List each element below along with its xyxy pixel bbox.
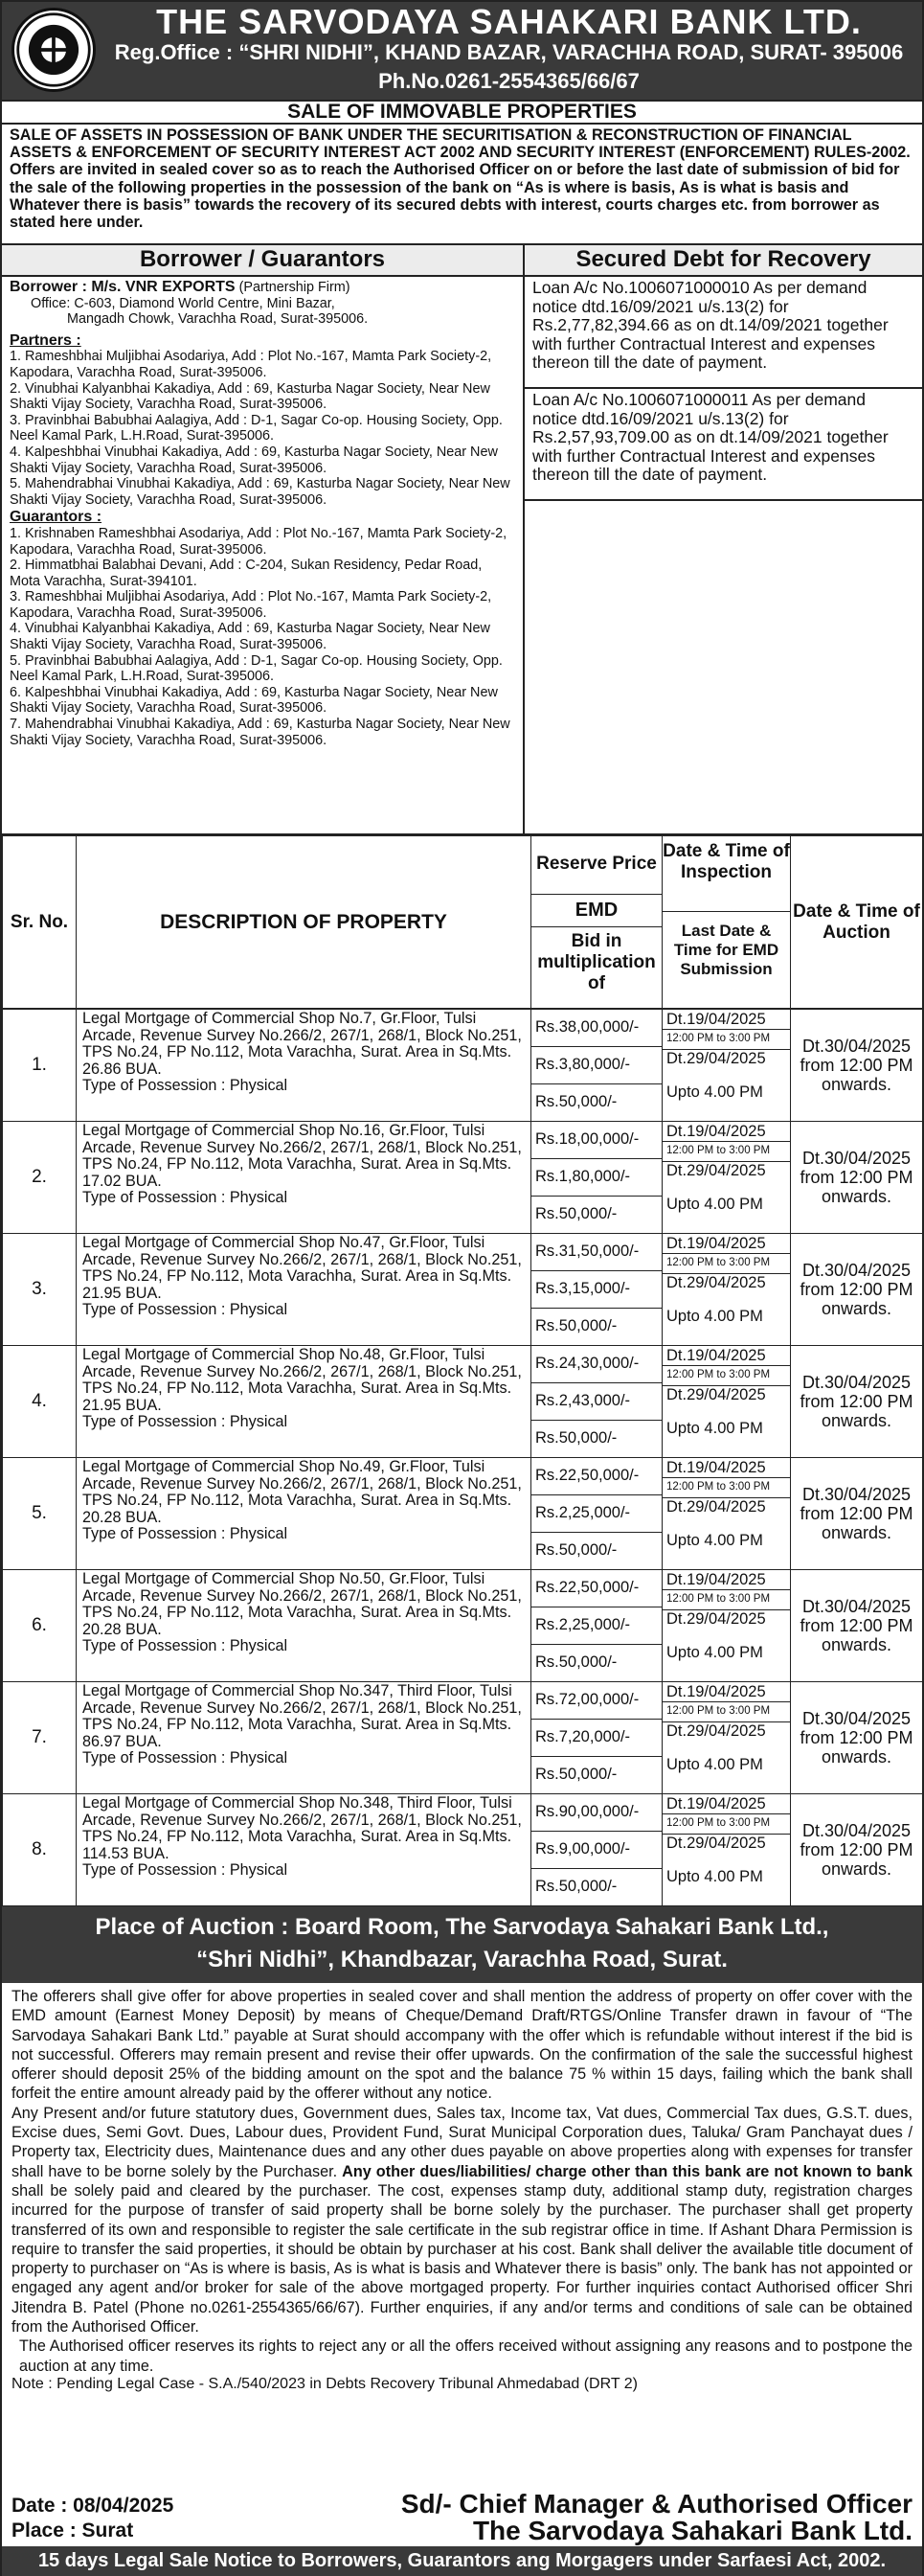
- inspection-time: 12:00 PM to 3:00 PM: [663, 1254, 790, 1274]
- emd-last-time: Upto 4.00 PM: [666, 1868, 763, 1885]
- reserve-price: Rs.90,00,000/-: [531, 1794, 662, 1832]
- borrower-name: Borrower : M/s. VNR EXPORTS: [10, 279, 236, 295]
- inspection-date: Dt.19/04/2025: [663, 1570, 790, 1590]
- inspection-time: 12:00 PM to 3:00 PM: [663, 1590, 790, 1610]
- emd-last-date: Dt.29/04/2025: [666, 1498, 766, 1516]
- notice-date: Date : 08/04/2025: [11, 2495, 174, 2517]
- table-row: [3, 1010, 923, 1122]
- emd-last-time: Upto 4.00 PM: [666, 1196, 763, 1213]
- guarantors-heading: Guarantors :: [10, 509, 102, 526]
- header-banner: [2, 2, 922, 100]
- auction-cell: Dt.30/04/2025 from 12:00 PM onwards.: [791, 1010, 923, 1122]
- emd-amount: Rs.1,80,000/-: [531, 1159, 662, 1197]
- reserve-price: Rs.31,50,000/-: [531, 1234, 662, 1271]
- emd-amount: Rs.3,15,000/-: [531, 1271, 662, 1309]
- sr-header: Sr. No.: [3, 836, 77, 1009]
- borrower-column: [2, 245, 525, 833]
- notice-title: SALE OF IMMOVABLE PROPERTIES: [2, 100, 922, 125]
- signature-block: [2, 2489, 922, 2545]
- emd-last-date: Dt.29/04/2025: [666, 1162, 766, 1179]
- auction-place-line2: “Shri Nidhi”, Khandbazar, Varachha Road, Surat.: [196, 1947, 728, 1972]
- table-row: [3, 1346, 923, 1458]
- auction-place: [2, 1906, 922, 1983]
- guarantor-item: 2. Himmatbhai Balabhai Devani, Add : C-204, Sukan Residency, Pedar Road, Mota Varachha, Surat-394101.: [10, 558, 483, 589]
- sr-cell: 6.: [3, 1570, 77, 1682]
- terms-paragraph: The offerers shall give offer for above properties in sealed cover and shall mention the address of property on offer cover with the EMD amount (Earnest Money Deposit) by means of Cheque/Demand Draft/RTGS/Online Transfer drawn in favour of “The Sarvodaya Sahakari Bank Ltd.” payable at Surat should accompany with the offer which is refundable without interest if the bid is not successful. Offerers may remain present and revise their offer upwards. On the confirmation of the sale the successful highest offerer should deposit 25% of the bidding amount on the spot and the balance 75 % within 15 days, failing which the bank shall forfeit the entire amount already paid by the offerer without any notice.: [11, 1988, 913, 2103]
- phone-numbers: Ph.No.0261-2554365/66/67: [378, 69, 640, 93]
- emd-last-date: Dt.29/04/2025: [666, 1274, 766, 1291]
- partner-item: 1. Rameshbhai Muljibhai Asodariya, Add : Plot No.-167, Mamta Park Society-2, Kapodara, Varachha Road, Surat-395006.: [10, 349, 492, 380]
- emd-amount: Rs.7,20,000/-: [531, 1720, 662, 1757]
- guarantor-item: 6. Kalpeshbhai Vinubhai Kakadiya, Add : 69, Kasturba Nagar Society, Near New Shakti Vijay Society, Varachha Road, Surat-395006.: [10, 684, 498, 717]
- pending-case-note: Note : Pending Legal Case - S.A./540/2023 in Debts Recovery Tribunal Ahmedabad (DRT 2): [11, 2375, 639, 2392]
- bid-increment: Rs.50,000/-: [535, 1429, 618, 1447]
- inspection-date: Dt.19/04/2025: [663, 1122, 790, 1142]
- emd-last-date: Dt.29/04/2025: [666, 1386, 766, 1403]
- inspection-time: 12:00 PM to 3:00 PM: [663, 1366, 790, 1386]
- secured-debt-column: [525, 245, 922, 833]
- description-cell: [77, 1682, 531, 1794]
- sr-cell: 7.: [3, 1682, 77, 1794]
- bid-increment: Rs.50,000/-: [535, 1766, 618, 1783]
- bid-increment: Rs.50,000/-: [535, 1653, 618, 1671]
- description-cell: [77, 1458, 531, 1570]
- inspection-time: 12:00 PM to 3:00 PM: [663, 1478, 790, 1498]
- price-cell: [531, 1682, 663, 1794]
- possession-type: Type of Possession : Physical: [82, 1301, 288, 1319]
- description-header: DESCRIPTION OF PROPERTY: [77, 836, 531, 1009]
- inspection-cell: [663, 1010, 791, 1122]
- emd-last-time: Upto 4.00 PM: [666, 1083, 763, 1101]
- guarantor-item: 3. Rameshbhai Muljibhai Asodariya, Add : Plot No.-167, Mamta Park Society-2, Kapodara, Varachha Road, Surat-395006.: [10, 589, 492, 621]
- description-text: Legal Mortgage of Commercial Shop No.47, Gr.Floor, Tulsi Arcade, Revenue Survey No.266/2, 267/1, 268/1, Block No.251, TPS No.24, FP No.112, Mota Varachha, Surat. Area in Sq.Mts. 21.95 BUA.: [82, 1234, 522, 1302]
- inspection-header-cell: [663, 836, 791, 1009]
- emd-last-time: Upto 4.00 PM: [666, 1420, 763, 1437]
- property-table: [2, 835, 923, 1009]
- emd-amount: Rs.2,25,000/-: [531, 1495, 662, 1533]
- guarantor-item: 4. Vinubhai Kalyanbhai Kakadiya, Add : 69, Kasturba Nagar Society, Near New Shakti Vijay Society, Varachha Road, Surat-395006.: [10, 621, 490, 653]
- description-cell: [77, 1010, 531, 1122]
- emd-last-date: Dt.29/04/2025: [666, 1835, 766, 1852]
- auction-cell: Dt.30/04/2025 from 12:00 PM onwards.: [791, 1346, 923, 1458]
- guarantor-item: 5. Pravinbhai Babubhai Aalagiya, Add : D-1, Sagar Co-op. Housing Society, Opp. Neel Kamal Park, L.H.Road, Surat-395006.: [10, 652, 503, 685]
- intro-paragraph: SALE OF ASSETS IN POSSESSION OF BANK UNDER THE SECURITISATION & RECONSTRUCTION OF FINANCIAL ASSETS & ENFORCEMENT OF SECURITY INTEREST ACT 2002 AND SECURITY INTEREST (ENFORCEMENT) RULES-2002. Offers are invited in sealed cover so as to reach the Authorised Officer on or before the last date of submission of bid for the sale of the following properties in the possession of the bank on “As is where is basis, As is what is basis and Whatever there is basis” towards the recovery of its secured debts with interest, courts charges etc. from borrower as stated here under.: [2, 125, 922, 245]
- signatory-title: Sd/- Chief Manager & Authorised Officer: [400, 2489, 913, 2519]
- possession-type: Type of Possession : Physical: [82, 1077, 288, 1095]
- price-cell: [531, 1794, 663, 1906]
- inspection-cell: [663, 1346, 791, 1458]
- borrower-office-line2: Mangadh Chowk, Varachha Road, Surat-395006.: [67, 311, 369, 328]
- auction-cell: Dt.30/04/2025 from 12:00 PM onwards.: [791, 1570, 923, 1682]
- inspection-date: Dt.19/04/2025: [663, 1458, 790, 1478]
- inspection-cell: [663, 1794, 791, 1906]
- partner-item: 3. Pravinbhai Babubhai Aalagiya, Add : D-1, Sagar Co-op. Housing Society, Opp. Neel Kamal Park, L.H.Road, Surat-395006.: [10, 412, 503, 445]
- description-text: Legal Mortgage of Commercial Shop No.48, Gr.Floor, Tulsi Arcade, Revenue Survey No.266/2, 267/1, 268/1, Block No.251, TPS No.24, FP No.112, Mota Varachha, Surat. Area in Sq.Mts. 21.95 BUA.: [82, 1346, 522, 1414]
- borrower-details: [2, 277, 523, 751]
- reserve-price: Rs.24,30,000/-: [531, 1346, 662, 1383]
- emd-last-date: Dt.29/04/2025: [666, 1050, 766, 1067]
- inspection-date: Dt.19/04/2025: [663, 1682, 790, 1702]
- emd-amount: Rs.9,00,000/-: [531, 1832, 662, 1869]
- emd-last-date: Dt.29/04/2025: [666, 1722, 766, 1740]
- partner-item: 2. Vinubhai Kalyanbhai Kakadiya, Add : 69, Kasturba Nagar Society, Near New Shakti Vijay Society, Varachha Road, Surat-395006.: [10, 380, 490, 413]
- inspection-date: Dt.19/04/2025: [663, 1794, 790, 1814]
- partner-item: 5. Mahendrabhai Vinubhai Kakadiya, Add : 69, Kasturba Nagar Society, Near New Shakti Vijay Society, Varachha Road, Surat-395006.: [10, 476, 510, 508]
- description-text: Legal Mortgage of Commercial Shop No.16, Gr.Floor, Tulsi Arcade, Revenue Survey No.266/2, 267/1, 268/1, Block No.251, TPS No.24, FP No.112, Mota Varachha, Surat. Area in Sq.Mts. 17.02 BUA.: [82, 1122, 522, 1190]
- bid-header: Bid in multiplication of: [537, 930, 656, 993]
- table-row: [3, 1570, 923, 1682]
- registered-office: Reg.Office : “SHRI NIDHI”, KHAND BAZAR, VARACHHA ROAD, SURAT- 395006: [114, 40, 904, 64]
- possession-type: Type of Possession : Physical: [82, 1413, 288, 1431]
- description-cell: [77, 1570, 531, 1682]
- guarantor-item: 1. Krishnaben Rameshbhai Asodariya, Add : Plot No.-167, Mamta Park Society-2, Kapodara, Varachha Road, Surat-395006.: [10, 525, 507, 558]
- borrower-type: (Partnership Firm): [238, 280, 350, 295]
- description-text: Legal Mortgage of Commercial Shop No.348, Third Floor, Tulsi Arcade, Revenue Survey No.266/2, 267/1, 268/1, Block No.251, TPS No.24, FP No.112, Mota Varachha, Surat. Area in Sq.Mts. 114.53 BUA.: [82, 1794, 522, 1862]
- inspection-cell: [663, 1234, 791, 1346]
- sr-cell: 1.: [3, 1010, 77, 1122]
- emd-last-date: Dt.29/04/2025: [666, 1610, 766, 1628]
- possession-type: Type of Possession : Physical: [82, 1861, 288, 1880]
- bid-increment: Rs.50,000/-: [535, 1878, 618, 1895]
- emd-last-time: Upto 4.00 PM: [666, 1644, 763, 1661]
- price-cell: [531, 1346, 663, 1458]
- terms-cost: shall be solely paid and cleared by the purchaser. The cost, expenses stamp duty, additional stamp duty, registration charges incurred for the purpose of transfer of said property shall be borne solely by the purchaser. The purchaser shall get property transferred of its own and responsible to register the sale certificate in the sub registrar office in time. If Ashant Dhara Permission is require to transfer the said properties, it should be obtain by purchaser at his cost. Bank shall deliver the available title document of property to purchaser on “As is where is basis, As is what is basis and Whatever there is basis” only. The bank has not appointed or engaged any agent and/or broker for sale of the above mortgaged property. For further inquiries contact Authorised officer Shri Jitendra B. Patel (Phone no.0261-2554365/66/67). Further enquiries, if any and/or terms and conditions of sale can be obtained from the Authorised Officer.: [11, 2181, 913, 2337]
- table-row: [3, 1682, 923, 1794]
- emd-amount: Rs.3,80,000/-: [531, 1047, 662, 1084]
- possession-type: Type of Possession : Physical: [82, 1637, 288, 1655]
- borrower-heading: Borrower / Guarantors: [2, 245, 523, 277]
- sr-cell: 5.: [3, 1458, 77, 1570]
- bid-increment: Rs.50,000/-: [535, 1541, 618, 1559]
- description-cell: [77, 1346, 531, 1458]
- terms-paragraph-2: [11, 2104, 913, 2337]
- emd-amount: Rs.2,25,000/-: [531, 1607, 662, 1645]
- reserve-price: Rs.22,50,000/-: [531, 1570, 662, 1607]
- description-text: Legal Mortgage of Commercial Shop No.50, Gr.Floor, Tulsi Arcade, Revenue Survey No.266/2, 267/1, 268/1, Block No.251, TPS No.24, FP No.112, Mota Varachha, Surat. Area in Sq.Mts. 20.28 BUA.: [82, 1570, 522, 1638]
- footer-banner: 15 days Legal Sale Notice to Borrowers, Guarantors ang Morgagers under Sarfaesi Act, 2002.: [2, 2546, 922, 2576]
- bank-name: THE SARVODAYA SAHAKARI BANK LTD.: [156, 2, 862, 41]
- signatory-bank: The Sarvodaya Sahakari Bank Ltd.: [472, 2516, 913, 2545]
- inspection-date: Dt.19/04/2025: [663, 1234, 790, 1254]
- emd-last-date-header: Last Date & Time for EMD Submission: [673, 921, 779, 978]
- inspection-cell: [663, 1682, 791, 1794]
- price-cell: [531, 1122, 663, 1234]
- sr-cell: 8.: [3, 1794, 77, 1906]
- emd-header: EMD: [531, 895, 662, 927]
- inspection-cell: [663, 1458, 791, 1570]
- emd-last-time: Upto 4.00 PM: [666, 1308, 763, 1325]
- auction-header: Date & Time of Auction: [791, 836, 923, 1009]
- auction-cell: Dt.30/04/2025 from 12:00 PM onwards.: [791, 1234, 923, 1346]
- reserve-header: Reserve Price: [531, 837, 662, 895]
- table-row: [3, 1794, 923, 1906]
- possession-type: Type of Possession : Physical: [82, 1189, 288, 1207]
- bid-increment: Rs.50,000/-: [535, 1317, 618, 1334]
- reserve-price: Rs.22,50,000/-: [531, 1458, 662, 1495]
- inspection-header: Date & Time of Inspection: [663, 837, 790, 912]
- parties-section: [2, 245, 922, 835]
- auction-place-line1: Place of Auction : Board Room, The Sarvodaya Sahakari Bank Ltd.,: [95, 1914, 829, 1940]
- terms-section: [2, 1983, 922, 2376]
- guarantor-item: 7. Mahendrabhai Vinubhai Kakadiya, Add : 69, Kasturba Nagar Society, Near New Shakti Vijay Society, Varachha Road, Surat-395006.: [10, 717, 510, 748]
- auction-cell: Dt.30/04/2025 from 12:00 PM onwards.: [791, 1122, 923, 1234]
- terms-dues: Any Present and/or future statutory dues, Government dues, Sales tax, Income tax, Vat dues, Commercial Tax dues, G.S.T. dues, Excise dues, Semi Govt. Dues, Labour dues, Provident Fund, Surat Municipal Corporation dues, Taluka/ Gram Panchayat dues / Property tax, Electricity dues, Maintenance dues and any other dues payable on above properties along with expenses for transfer shall have to be borne solely by the Purchaser.: [11, 2104, 913, 2180]
- price-header: [531, 836, 663, 1009]
- inspection-cell: [663, 1122, 791, 1234]
- loan-account-1: Loan A/c No.1006071000010 As per demand notice dtd.16/09/2021 u/s.13(2) for Rs.2,77,82,394.66 as on dt.14/09/2021 together with further Contractual Interest and expenses thereon till the date of payment.: [525, 277, 922, 389]
- auction-cell: Dt.30/04/2025 from 12:00 PM onwards.: [791, 1458, 923, 1570]
- price-cell: [531, 1234, 663, 1346]
- inspection-time: 12:00 PM to 3:00 PM: [663, 1702, 790, 1722]
- reserve-price: Rs.72,00,000/-: [531, 1682, 662, 1720]
- bid-increment: Rs.50,000/-: [535, 1205, 618, 1222]
- auction-cell: Dt.30/04/2025 from 12:00 PM onwards.: [791, 1682, 923, 1794]
- table-header-row: [3, 836, 923, 1009]
- description-text: Legal Mortgage of Commercial Shop No.347, Third Floor, Tulsi Arcade, Revenue Survey No.266/2, 267/1, 268/1, Block No.251, TPS No.24, FP No.112, Mota Varachha, Surat. Area in Sq.Mts. 86.97 BUA.: [82, 1682, 522, 1750]
- terms-reservation: The Authorised officer reserves its rights to reject any or all the offers received without assigning any reasons and to postpone the auction at any time.: [19, 2337, 913, 2375]
- possession-type: Type of Possession : Physical: [82, 1749, 288, 1767]
- inspection-cell: [663, 1570, 791, 1682]
- property-rows: [2, 1009, 923, 1906]
- reserve-price: Rs.38,00,000/-: [531, 1010, 662, 1047]
- price-cell: [531, 1458, 663, 1570]
- sr-cell: 4.: [3, 1346, 77, 1458]
- emd-last-time: Upto 4.00 PM: [666, 1756, 763, 1773]
- loan-account-2: Loan A/c No.1006071000011 As per demand notice dtd.16/09/2021 u/s.13(2) for Rs.2,57,93,709.00 as on dt.14/09/2021 together with further Contractual Interest and expenses thereon till the date of payment.: [525, 389, 922, 501]
- description-cell: [77, 1794, 531, 1906]
- possession-type: Type of Possession : Physical: [82, 1525, 288, 1543]
- inspection-time: 12:00 PM to 3:00 PM: [663, 1814, 790, 1835]
- emd-amount: Rs.2,43,000/-: [531, 1383, 662, 1421]
- sr-cell: 2.: [3, 1122, 77, 1234]
- bid-increment: Rs.50,000/-: [535, 1093, 618, 1110]
- partner-item: 4. Kalpeshbhai Vinubhai Kakadiya, Add : 69, Kasturba Nagar Society, Near New Shakti Vijay Society, Varachha Road, Surat-395006.: [10, 444, 498, 476]
- inspection-date: Dt.19/04/2025: [663, 1010, 790, 1030]
- description-cell: [77, 1122, 531, 1234]
- notice-place: Place : Surat: [11, 2519, 134, 2542]
- description-cell: [77, 1234, 531, 1346]
- inspection-date: Dt.19/04/2025: [663, 1346, 790, 1366]
- inspection-time: 12:00 PM to 3:00 PM: [663, 1030, 790, 1050]
- borrower-office: Office: C-603, Diamond World Centre, Mini Bazar,: [31, 295, 335, 311]
- price-cell: [531, 1010, 663, 1122]
- price-cell: [531, 1570, 663, 1682]
- reserve-price: Rs.18,00,000/-: [531, 1122, 662, 1159]
- description-text: Legal Mortgage of Commercial Shop No.7, Gr.Floor, Tulsi Arcade, Revenue Survey No.266/2, 267/1, 268/1, Block No.251, TPS No.24, FP No.112, Mota Varachha, Surat. Area in Sq.Mts. 26.86 BUA.: [82, 1010, 522, 1078]
- secured-debt-heading: Secured Debt for Recovery: [525, 245, 922, 277]
- bank-logo-icon: [11, 8, 96, 92]
- auction-cell: Dt.30/04/2025 from 12:00 PM onwards.: [791, 1794, 923, 1906]
- table-row: [3, 1458, 923, 1570]
- partners-heading: Partners :: [10, 331, 81, 349]
- table-row: [3, 1234, 923, 1346]
- inspection-time: 12:00 PM to 3:00 PM: [663, 1142, 790, 1162]
- terms-bold-clause: Any other dues/liabilities/ charge other than this bank are not known to bank: [342, 2162, 913, 2180]
- table-row: [3, 1122, 923, 1234]
- description-text: Legal Mortgage of Commercial Shop No.49, Gr.Floor, Tulsi Arcade, Revenue Survey No.266/2, 267/1, 268/1, Block No.251, TPS No.24, FP No.112, Mota Varachha, Surat. Area in Sq.Mts. 20.28 BUA.: [82, 1458, 522, 1526]
- emd-last-time: Upto 4.00 PM: [666, 1532, 763, 1549]
- sr-cell: 3.: [3, 1234, 77, 1346]
